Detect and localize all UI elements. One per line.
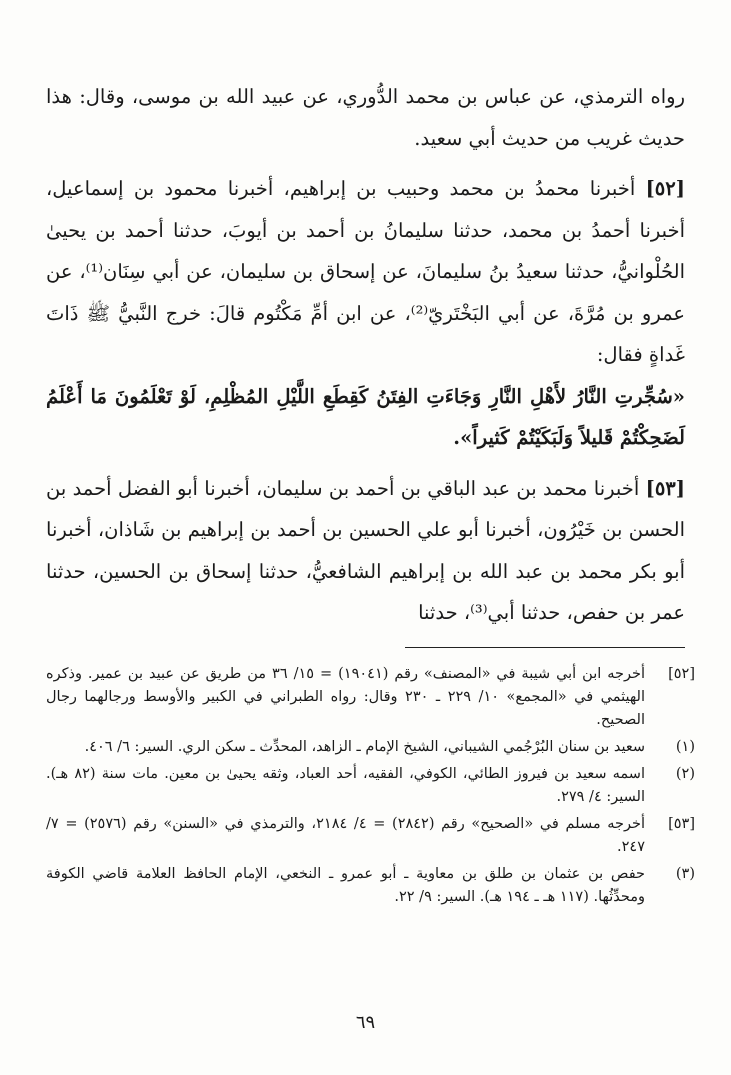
hadith-52-isnad: أخبرنا محمدُ بن محمد وحبيب بن إبراهيم، أخبرنا محمود بن إسماعيل، أخبرنا أحمدُ بن محمد، حدثنا سليمانُ بن أحمد بن أيوبَ، حدثنا أحمد بن يحيىٰ الحُلْوانيُّ، حدثنا سعيدُ بنُ سليمانَ، عن إسحاق بن سليمان، عن أبي سِنَان⁽¹⁾، عن عمرو بن مُرَّةَ، عن أبي البَخْتَريّ⁽²⁾، عن ابن أمِّ مَكْتُوم قالَ: خرج النَّبيُّ ﷺ ذَاتَ غَداةٍ فقال: xyxy=(46,177,686,366)
footnote xyxy=(46,763,695,809)
main-text xyxy=(46,76,685,634)
footnote xyxy=(46,813,695,859)
footnote-text: اسمه سعيد بن فيروز الطائي، الكوفي، الفقيه، أحد العباد، وثقه يحيىٰ بن معين. مات سنة (٨٢ هـ). السير: ٤/ ٢٧٩. xyxy=(46,766,645,805)
footnote-number: [٥٢] xyxy=(668,666,695,682)
paragraph-1: رواه الترمذي، عن عباس بن محمد الدُّوري، عن عبيد الله بن موسى، وقال: هذا حديث غريب من حديث أبي سعيد. xyxy=(46,85,685,150)
hadith-number-53: [٥٣] xyxy=(645,476,686,500)
hadith-number-52: [٥٢] xyxy=(645,177,685,200)
footnote-number: (٣) xyxy=(675,866,695,882)
footnote xyxy=(46,863,695,909)
page-number: ٦٩ xyxy=(355,1012,376,1033)
paragraph-52 xyxy=(46,168,685,376)
hadith-52-matn: «سُجِّرتِ النَّارُ لأَهْلِ النَّارِ وَجَاءَتِ الفِتَنُ كَقِطَعِ اللَّيْلِ المُظْلِمِ، لَوْ تَعْلَمُونَ مَا أَعْلَمُ لَضَحِكْتُمْ قَليلاً وَلَبَكَيْتُمْ كَثيراً». xyxy=(46,384,685,449)
footnote-number: (٢) xyxy=(675,766,695,782)
footnotes xyxy=(46,663,695,913)
footnote-text: أخرجه مسلم في «الصحيح» رقم (٢٨٤٢) = ٤/ ٢١٨٤، والترمذي في «السنن» رقم (٢٥٧٦) = ٧/ ٢٤٧. xyxy=(46,816,646,855)
paragraph-53 xyxy=(46,468,685,634)
footnote-text: أخرجه ابن أبي شيبة في «المصنف» رقم (١٩٠٤١) = ١٥/ ٣٦ من طريق عن عبيد بن عمير. وذكره الهيثمي في «المجمع» ١٠/ ٢٢٩ ـ ٢٣٠ وقال: رواه الطبراني في الكبير والأوسط ورجالهما رجال الصحيح. xyxy=(46,666,645,728)
footnote-text: حفص بن عثمان بن طلق بن معاوية ـ أبو عمرو ـ النخعي، الإمام الحافظ العلامة قاضي الكوفة ومحدِّثُها. (١١٧ هـ ـ ١٩٤ هـ). السير: ٩/ ٢٢. xyxy=(46,866,645,905)
footnote-text: سعيد بن سنان البُرْجُمي الشيباني، الشيخ الإمام ـ الزاهد، المحدِّث ـ سكن الري. السير: ٦/ ٤٠٦. xyxy=(84,739,645,755)
hadith-53-isnad: أخبرنا محمد بن عبد الباقي بن أحمد بن سليمان، أخبرنا أبو الفضل أحمد بن الحسن بن خَيْرُون، أخبرنا أبو علي الحسين بن أحمد بن إبراهيم بن شَاذان، أخبرنا أبو بكر محمد بن عبد الله بن إبراهيم الشافعيُّ، حدثنا إسحاق بن الحسين، حدثنا عمر بن حفص، حدثنا أبي⁽³⁾، حدثنا xyxy=(46,476,685,624)
footnote-number: [٥٣] xyxy=(668,816,695,832)
footnote-divider xyxy=(405,647,685,648)
footnote-number: (١) xyxy=(675,739,695,755)
footnote xyxy=(46,736,695,759)
footnote xyxy=(46,663,695,732)
